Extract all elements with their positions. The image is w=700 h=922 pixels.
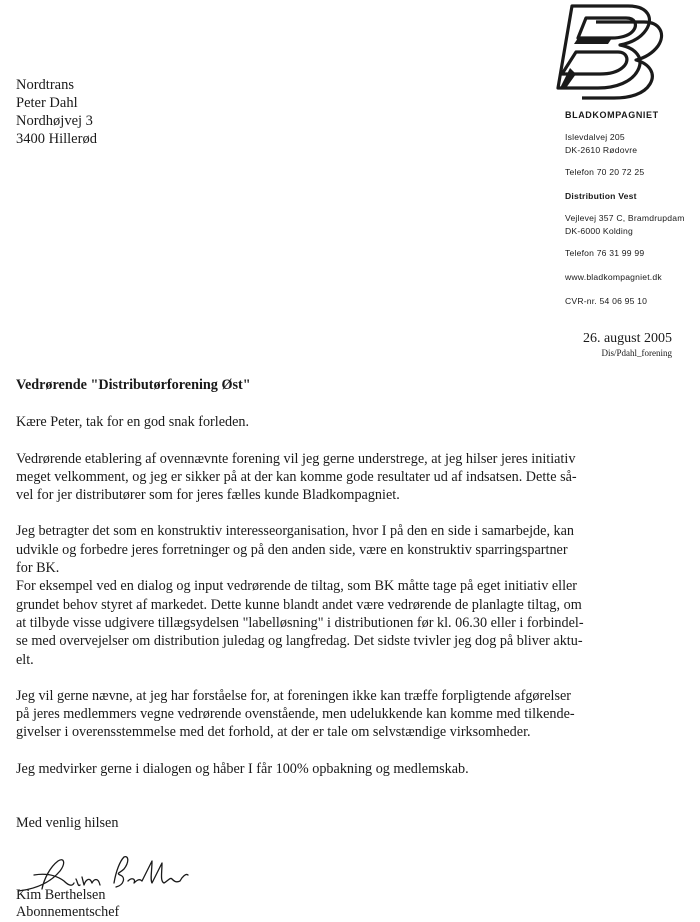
bladkompagniet-logo — [556, 2, 666, 100]
closing: Med venlig hilsen — [16, 815, 119, 832]
text-line: at tilbyde visse udgivere tillægsydelsen "labelløsning" i distributionen før kl. 06.30 eller i forbindel- — [16, 614, 584, 631]
paragraph-4: Jeg medvirker gerne i dialogen og håber I får 100% opbakning og medlemskab. — [16, 760, 469, 777]
website-link[interactable]: www.bladkompagniet.dk — [565, 272, 662, 282]
greeting: Kære Peter, tak for en god snak forleden. — [16, 414, 250, 431]
text-line: givelser i overensstemmelse med det forhold, at der er tale om selvstændige virksomheder. — [16, 724, 531, 741]
text-line: Jeg betragter det som en konstruktiv interesseorganisation, hvor I på den en side i samarbejde, kan — [16, 523, 575, 540]
cvr-number: CVR-nr. 54 06 95 10 — [565, 296, 648, 306]
recipient-line: Peter Dahl — [16, 95, 78, 111]
text-line: elt. — [16, 651, 34, 668]
division-address-line: Vejlevej 357 C, Bramdrupdam — [565, 213, 685, 223]
division-name: Distribution Vest — [565, 191, 637, 201]
recipient-line: 3400 Hillerød — [16, 131, 97, 147]
signer-title: Abonnementschef — [16, 904, 120, 920]
text-line: meget velkomment, og jeg er sikker på at der kan komme gode resultater ud af indsatsen. Dette så- — [16, 468, 577, 485]
text-line: se med overvejelser om distribution juledag og langfredag. Det sidste tvivler jeg dog på bliver aktu- — [16, 633, 583, 650]
letter-reference: Dis/Pdahl_forening — [601, 348, 672, 358]
text-line: for BK. — [16, 560, 60, 577]
letter-body — [16, 376, 666, 832]
recipient-line: Nordtrans — [16, 77, 74, 93]
text-line: vel for jer distributører som for jeres fælles kunde Bladkompagniet. — [16, 487, 400, 504]
paragraph-2 — [16, 522, 666, 668]
text-line: Jeg vil gerne nævne, at jeg har forståelse for, at foreningen ikke kan træffe forpligtende afgørelser — [16, 687, 572, 704]
letter-subject: Vedrørende "Distributørforening Øst" — [16, 377, 251, 393]
recipient-address — [16, 76, 97, 148]
sender-address-line: DK-2610 Rødovre — [565, 145, 638, 155]
sender-block — [565, 109, 685, 308]
paragraph-3 — [16, 687, 666, 742]
text-line: For eksempel ved en dialog og input vedrørende de tiltag, som BK måtte tage på eget initiativ eller — [16, 578, 578, 595]
paragraph-1 — [16, 450, 666, 505]
letter-date: 26. august 2005 — [582, 331, 672, 346]
division-address-line: DK-6000 Kolding — [565, 226, 633, 236]
signer-name: Kim Berthelsen — [16, 887, 106, 903]
text-line: på jeres medlemmers vegne vedrørende ovenstående, men udelukkende kan komme med tilkende- — [16, 706, 575, 723]
company-name: BLADKOMPAGNIET — [565, 110, 659, 120]
text-line: Vedrørende etablering af ovennævnte forening vil jeg gerne understrege, at jeg hilser jeres initiativ — [16, 450, 576, 467]
text-line: udvikle og forbedre jeres forretninger og på den anden side, være en konstruktiv sparringspartner — [16, 541, 568, 558]
text-line: grundet behov styret af markedet. Dette kunne blandt andet være vedrørende de planlagte tiltag, om — [16, 596, 582, 613]
sender-address-line: Islevdalvej 205 — [565, 132, 625, 142]
division-phone: Telefon 76 31 99 99 — [565, 248, 645, 258]
signer-block — [16, 887, 119, 921]
recipient-line: Nordhøjvej 3 — [16, 113, 93, 129]
sender-phone: Telefon 70 20 72 25 — [565, 167, 645, 177]
